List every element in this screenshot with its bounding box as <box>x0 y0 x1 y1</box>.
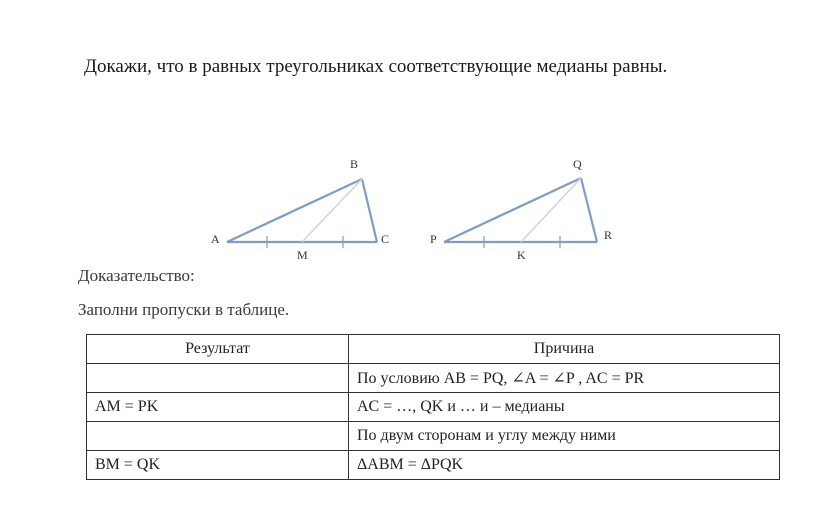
side-qr <box>581 178 597 242</box>
reason-cell: ΔABM = ΔPQK <box>349 451 780 480</box>
label-p: P <box>430 232 437 246</box>
header-reason: Причина <box>349 335 780 364</box>
table-header-row <box>87 335 780 364</box>
side-pq <box>444 178 581 242</box>
label-k: K <box>517 248 526 262</box>
header-result: Результат <box>87 335 349 364</box>
side-bc <box>362 179 377 242</box>
triangle-pqr <box>430 157 612 262</box>
reason-cell[interactable]: AC = …, QK и … и – медианы <box>349 393 780 422</box>
side-ab <box>227 179 362 242</box>
proof-label: Доказательство: <box>78 266 195 285</box>
label-c: C <box>381 232 390 246</box>
fill-instructions: Заполни пропуски в таблице. <box>78 300 290 319</box>
result-cell[interactable] <box>87 364 349 393</box>
table-row <box>87 451 780 480</box>
result-cell[interactable] <box>87 422 349 451</box>
result-cell: AM = PK <box>87 393 349 422</box>
result-cell: BM = QK <box>87 451 349 480</box>
proof-table <box>86 334 780 480</box>
table-row <box>87 364 780 393</box>
median-bm <box>302 179 362 242</box>
table-row <box>87 393 780 422</box>
reason-cell: По двум сторонам и углу между ними <box>349 422 780 451</box>
task-statement: Докажи, что в равных треугольниках соответствующие медианы равны. <box>84 56 668 77</box>
table-row <box>87 422 780 451</box>
label-a: A <box>211 232 220 246</box>
median-qk <box>521 178 581 242</box>
label-m: M <box>297 248 308 262</box>
reason-cell: По условию AB = PQ, ∠A = ∠P , AC = PR <box>349 364 780 393</box>
label-b: B <box>350 157 359 171</box>
label-q: Q <box>573 157 582 171</box>
triangle-abc <box>211 157 389 262</box>
label-r: R <box>604 228 613 242</box>
